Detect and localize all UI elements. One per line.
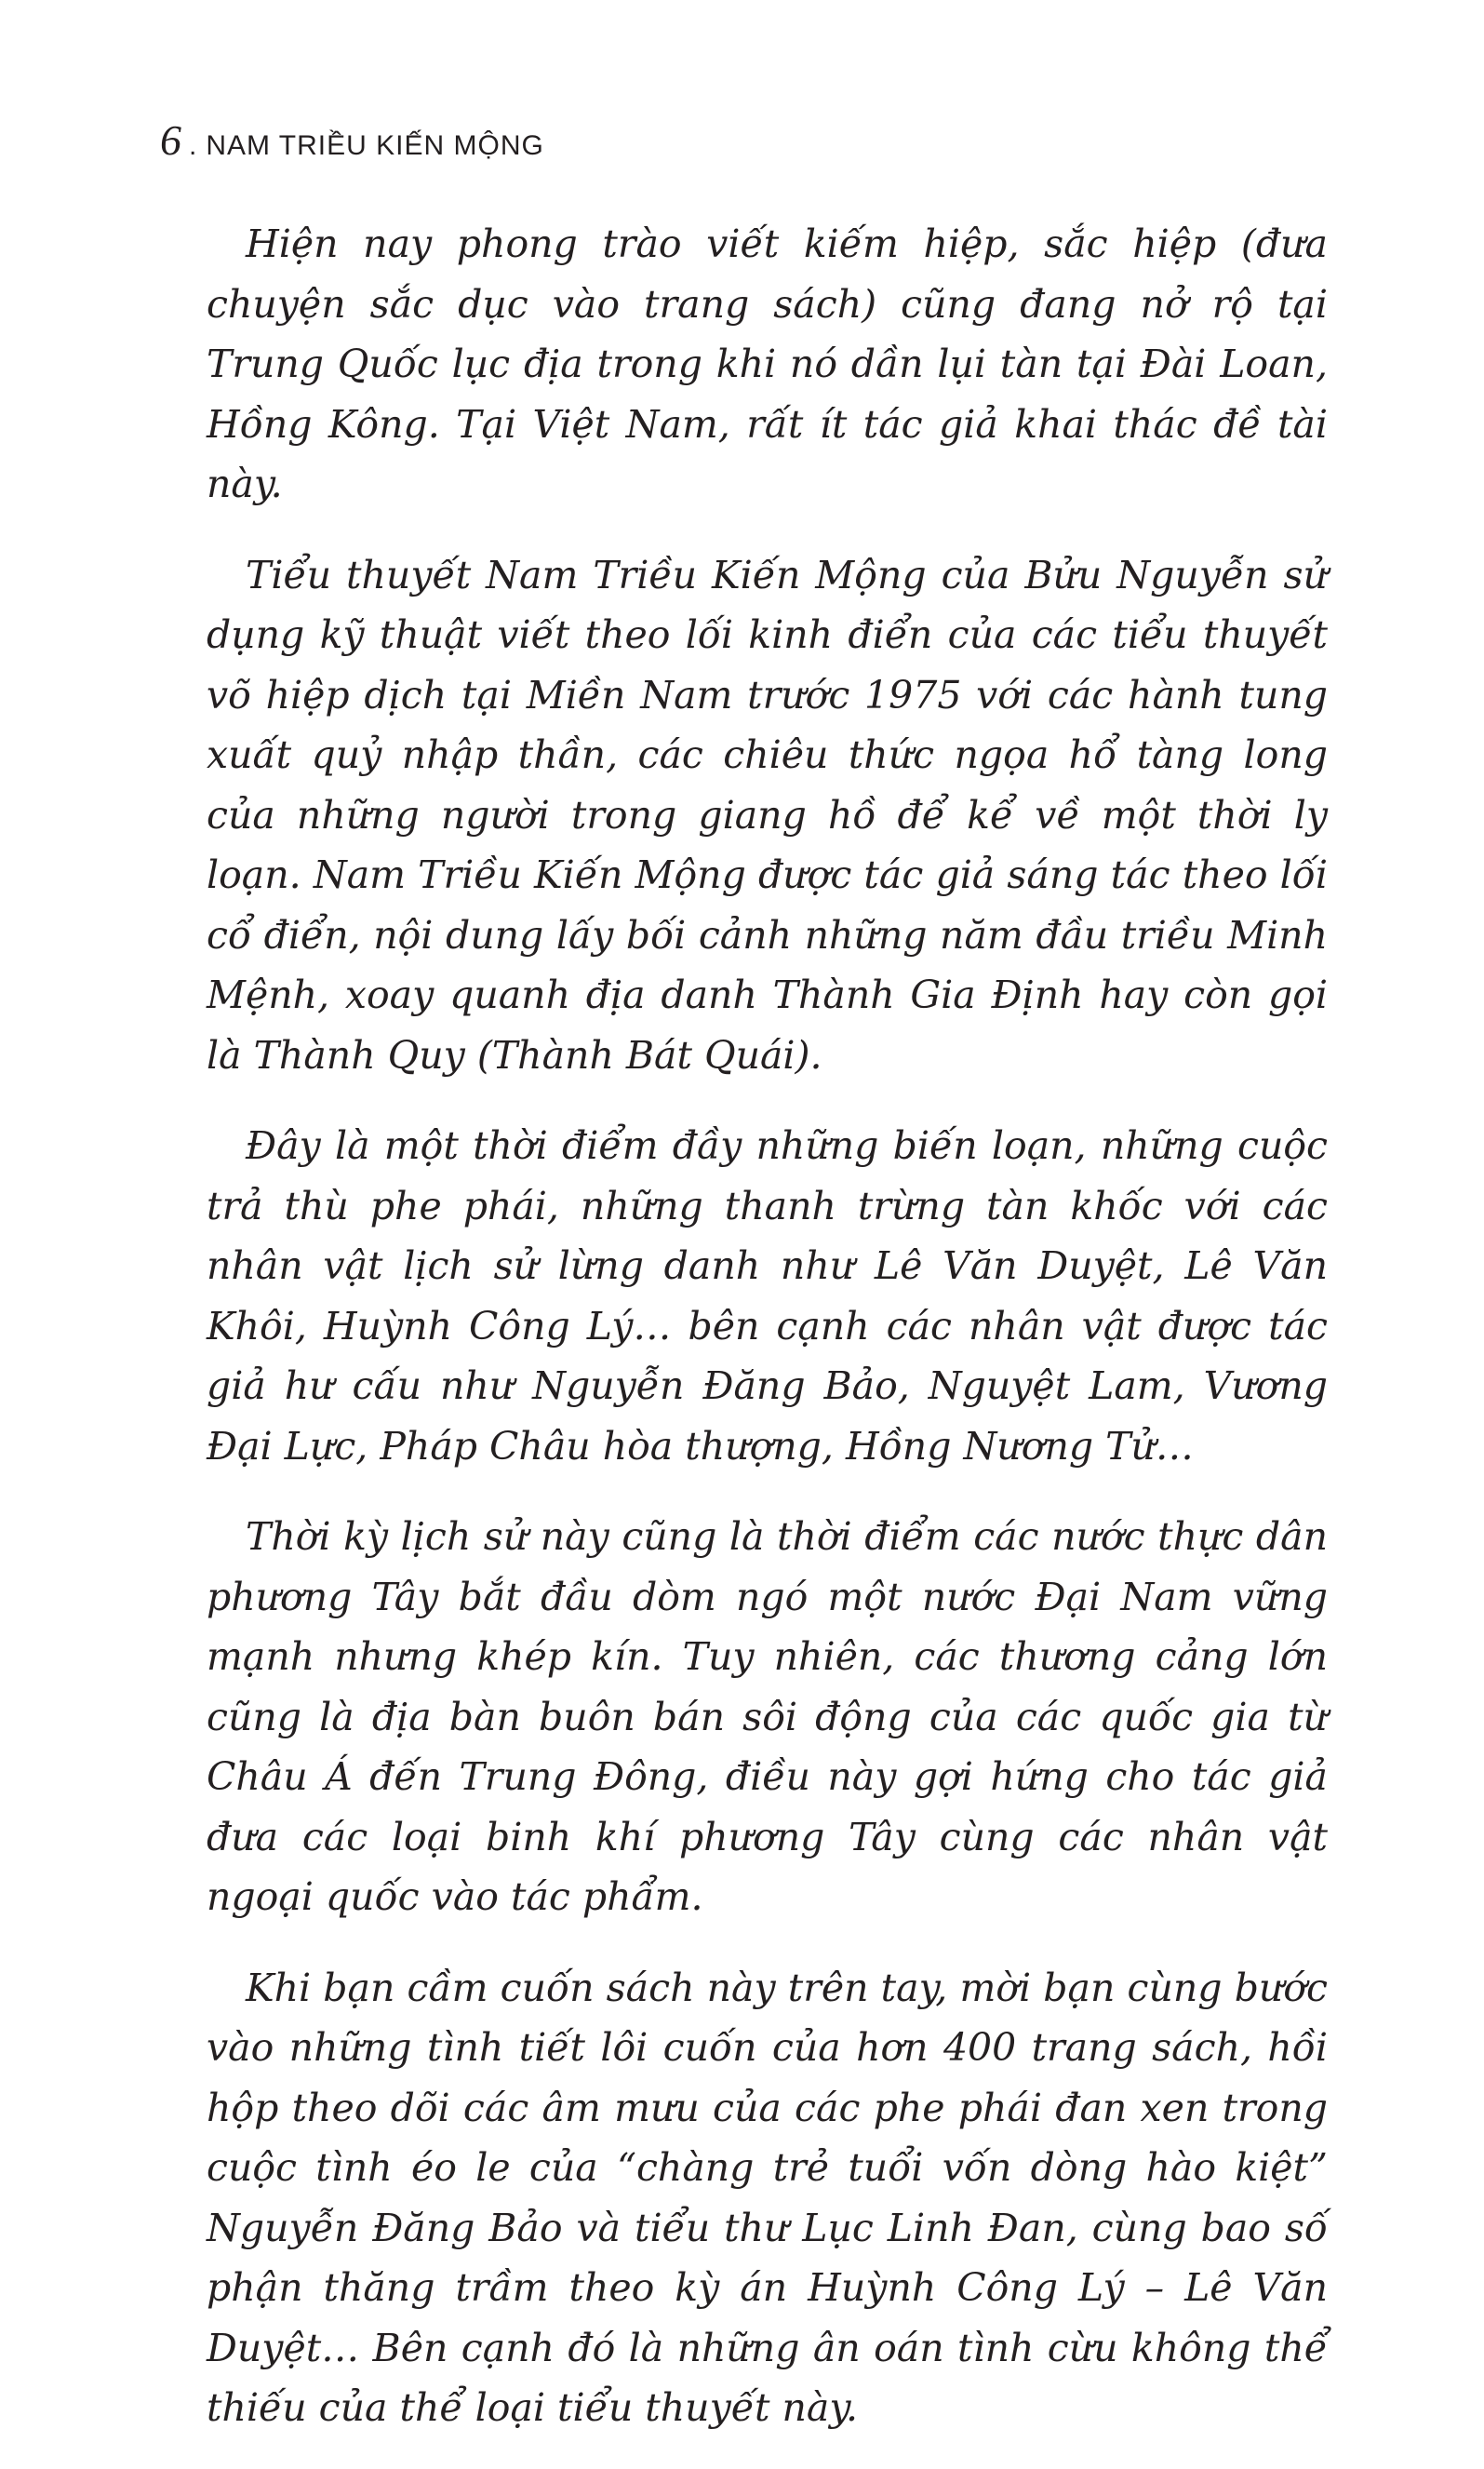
paragraph-2: Tiểu thuyết Nam Triều Kiến Mộng của Bửu Nguyễn sử dụng kỹ thuật viết theo lối kinh điển của các tiểu thuyết võ hiệp dịch tại Miền Nam trước 1975 với các hành tung xuất quỷ nhập thần, các chiêu thức ngọa hổ tàng long của những người trong giang hồ để kể về một thời ly loạn. Nam Triều Kiến Mộng được tác giả sáng tác theo lối cổ điển, nội dung lấy bối cảnh những năm đầu triều Minh Mệnh, xoay quanh địa danh Thành Gia Định hay còn gọi là Thành Quy (Thành Bát Quái).: [207, 552, 1328, 1078]
header-separator: .: [189, 130, 197, 161]
body-text: [207, 214, 1328, 2469]
paragraph-1: Hiện nay phong trào viết kiếm hiệp, sắc hiệp (đưa chuyện sắc dục vào trang sách) cũng đang nở rộ tại Trung Quốc lục địa trong khi nó dần lụi tàn tại Đài Loan, Hồng Kông. Tại Việt Nam, rất ít tác giả khai thác đề tài này.: [207, 221, 1328, 506]
paragraph-4: Thời kỳ lịch sử này cũng là thời điểm các nước thực dân phương Tây bắt đầu dòm ngó một nước Đại Nam vững mạnh nhưng khép kín. Tuy nhiên, các thương cảng lớn cũng là địa bàn buôn bán sôi động của các quốc gia từ Châu Á đến Trung Đông, điều này gợi hứng cho tác giả đưa các loại binh khí phương Tây cùng các nhân vật ngoại quốc vào tác phẩm.: [207, 1514, 1328, 1919]
running-head: [160, 116, 544, 164]
book-title: NAM TRIỀU KIẾN MỘNG: [206, 130, 544, 161]
page-number: 6: [160, 116, 181, 164]
paragraph-5: Khi bạn cầm cuốn sách này trên tay, mời bạn cùng bước vào những tình tiết lôi cuốn của hơn 400 trang sách, hồi hộp theo dõi các âm mưu của các phe phái đan xen trong cuộc tình éo le của “chàng trẻ tuổi vốn dòng hào kiệt” Nguyễn Đăng Bảo và tiểu thư Lục Linh Đan, cùng bao số phận thăng trầm theo kỳ án Huỳnh Công Lý – Lê Văn Duyệt… Bên cạnh đó là những ân oán tình cừu không thể thiếu của thể loại tiểu thuyết này.: [207, 1965, 1328, 2430]
paragraph-3: Đây là một thời điểm đầy những biến loạn, những cuộc trả thù phe phái, những thanh trừng tàn khốc với các nhân vật lịch sử lừng danh như Lê Văn Duyệt, Lê Văn Khôi, Huỳnh Công Lý… bên cạnh các nhân vật được tác giả hư cấu như Nguyễn Đăng Bảo, Nguyệt Lam, Vương Đại Lực, Pháp Châu hòa thượng, Hồng Nương Tử…: [207, 1123, 1328, 1469]
